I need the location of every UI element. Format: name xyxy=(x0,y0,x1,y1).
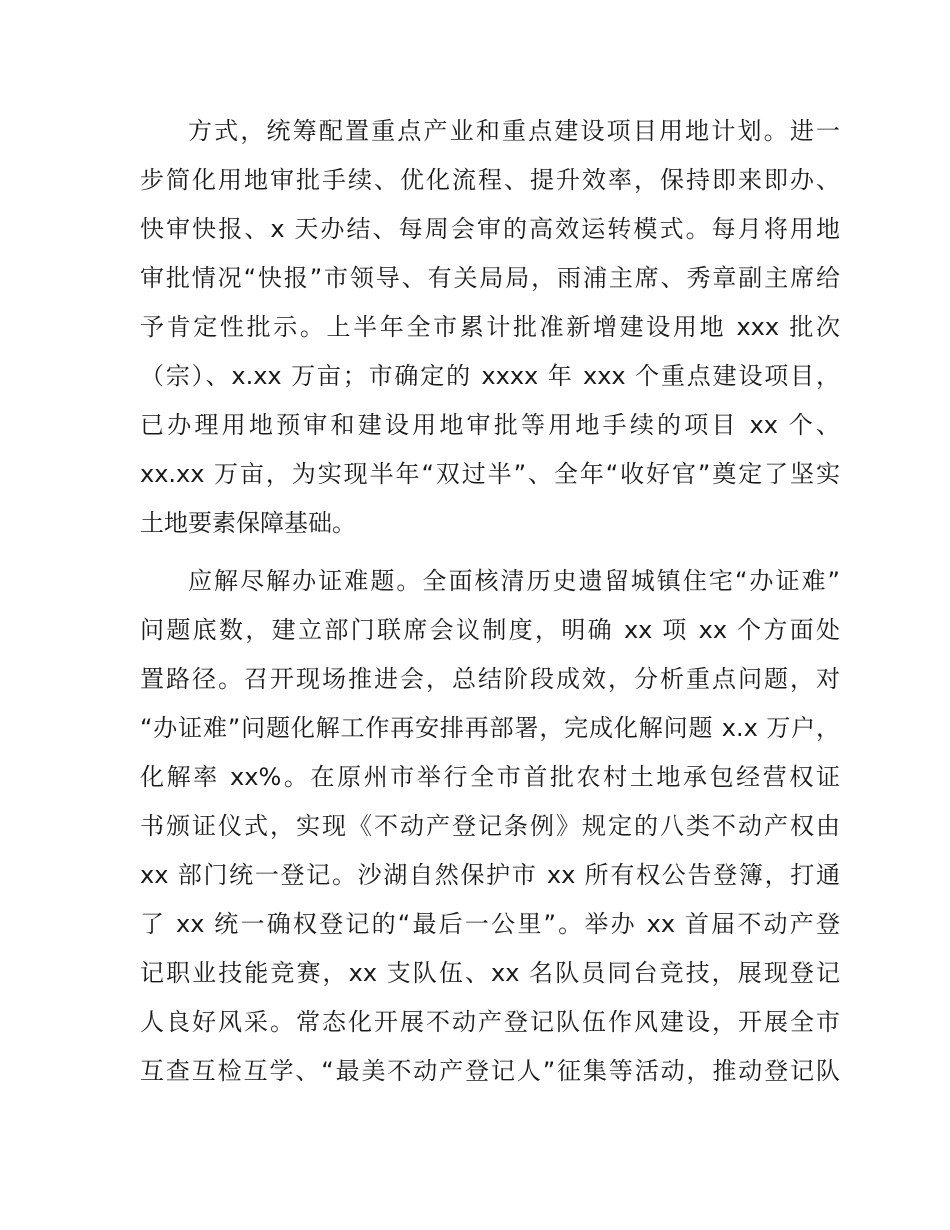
paragraph-2-line-6: 书颁证仪式，实现《不动产登记条例》规定的八类不动产权由 xyxy=(140,812,840,840)
paragraph-1-line-3: 快审快报、x 天办结、每周会审的高效运转模式。每月将用地 xyxy=(140,215,840,243)
paragraph-1-line-9: 土地要素保障基础。 xyxy=(140,509,356,537)
paragraph-1-line-7: 已办理用地预审和建设用地审批等用地手续的项目 xx 个、 xyxy=(140,411,840,439)
paragraph-2-line-10: 人良好风采。常态化开展不动产登记队伍作风建设，开展全市 xyxy=(140,1008,840,1036)
paragraph-2-line-8: 了 xx 统一确权登记的“最后一公里”。举办 xx 首届不动产登 xyxy=(140,910,840,938)
paragraph-1-line-5: 予肯定性批示。上半年全市累计批准新增建设用地 xxx 批次 xyxy=(140,313,840,341)
paragraph-1-line-2: 步简化用地审批手续、优化流程、提升效率，保持即来即办、 xyxy=(140,166,840,194)
paragraph-2-line-9: 记职业技能竞赛，xx 支队伍、xx 名队员同台竞技，展现登记 xyxy=(140,959,840,987)
paragraph-1-line-4: 审批情况“快报”市领导、有关局局，雨浦主席、秀章副主席给 xyxy=(140,264,840,292)
paragraph-2-line-11: 互查互检互学、“最美不动产登记人”征集等活动，推动登记队 xyxy=(140,1057,840,1085)
paragraph-2-line-7: xx 部门统一登记。沙湖自然保护市 xx 所有权公告登簿，打通 xyxy=(140,861,840,889)
paragraph-2-line-3: 置路径。召开现场推进会，总结阶段成效，分析重点问题，对 xyxy=(140,665,840,693)
paragraph-1-line-6: （宗）、x.xx 万亩；市确定的 xxxx 年 xxx 个重点建设项目， xyxy=(140,362,840,390)
paragraph-2-line-1: 应解尽解办证难题。全面核清历史遗留城镇住宅“办证难” xyxy=(188,567,840,595)
paragraph-2-line-4: “办证难”问题化解工作再安排再部署，完成化解问题 x.x 万户， xyxy=(140,714,840,742)
paragraph-1-line-1: 方式，统筹配置重点产业和重点建设项目用地计划。进一 xyxy=(188,117,840,145)
paragraph-1-line-8: xx.xx 万亩，为实现半年“双过半”、全年“收好官”奠定了坚实 xyxy=(140,460,840,488)
paragraph-2-line-5: 化解率 xx%。在原州市举行全市首批农村土地承包经营权证 xyxy=(140,763,840,791)
paragraph-2-line-2: 问题底数，建立部门联席会议制度，明确 xx 项 xx 个方面处 xyxy=(140,616,840,644)
